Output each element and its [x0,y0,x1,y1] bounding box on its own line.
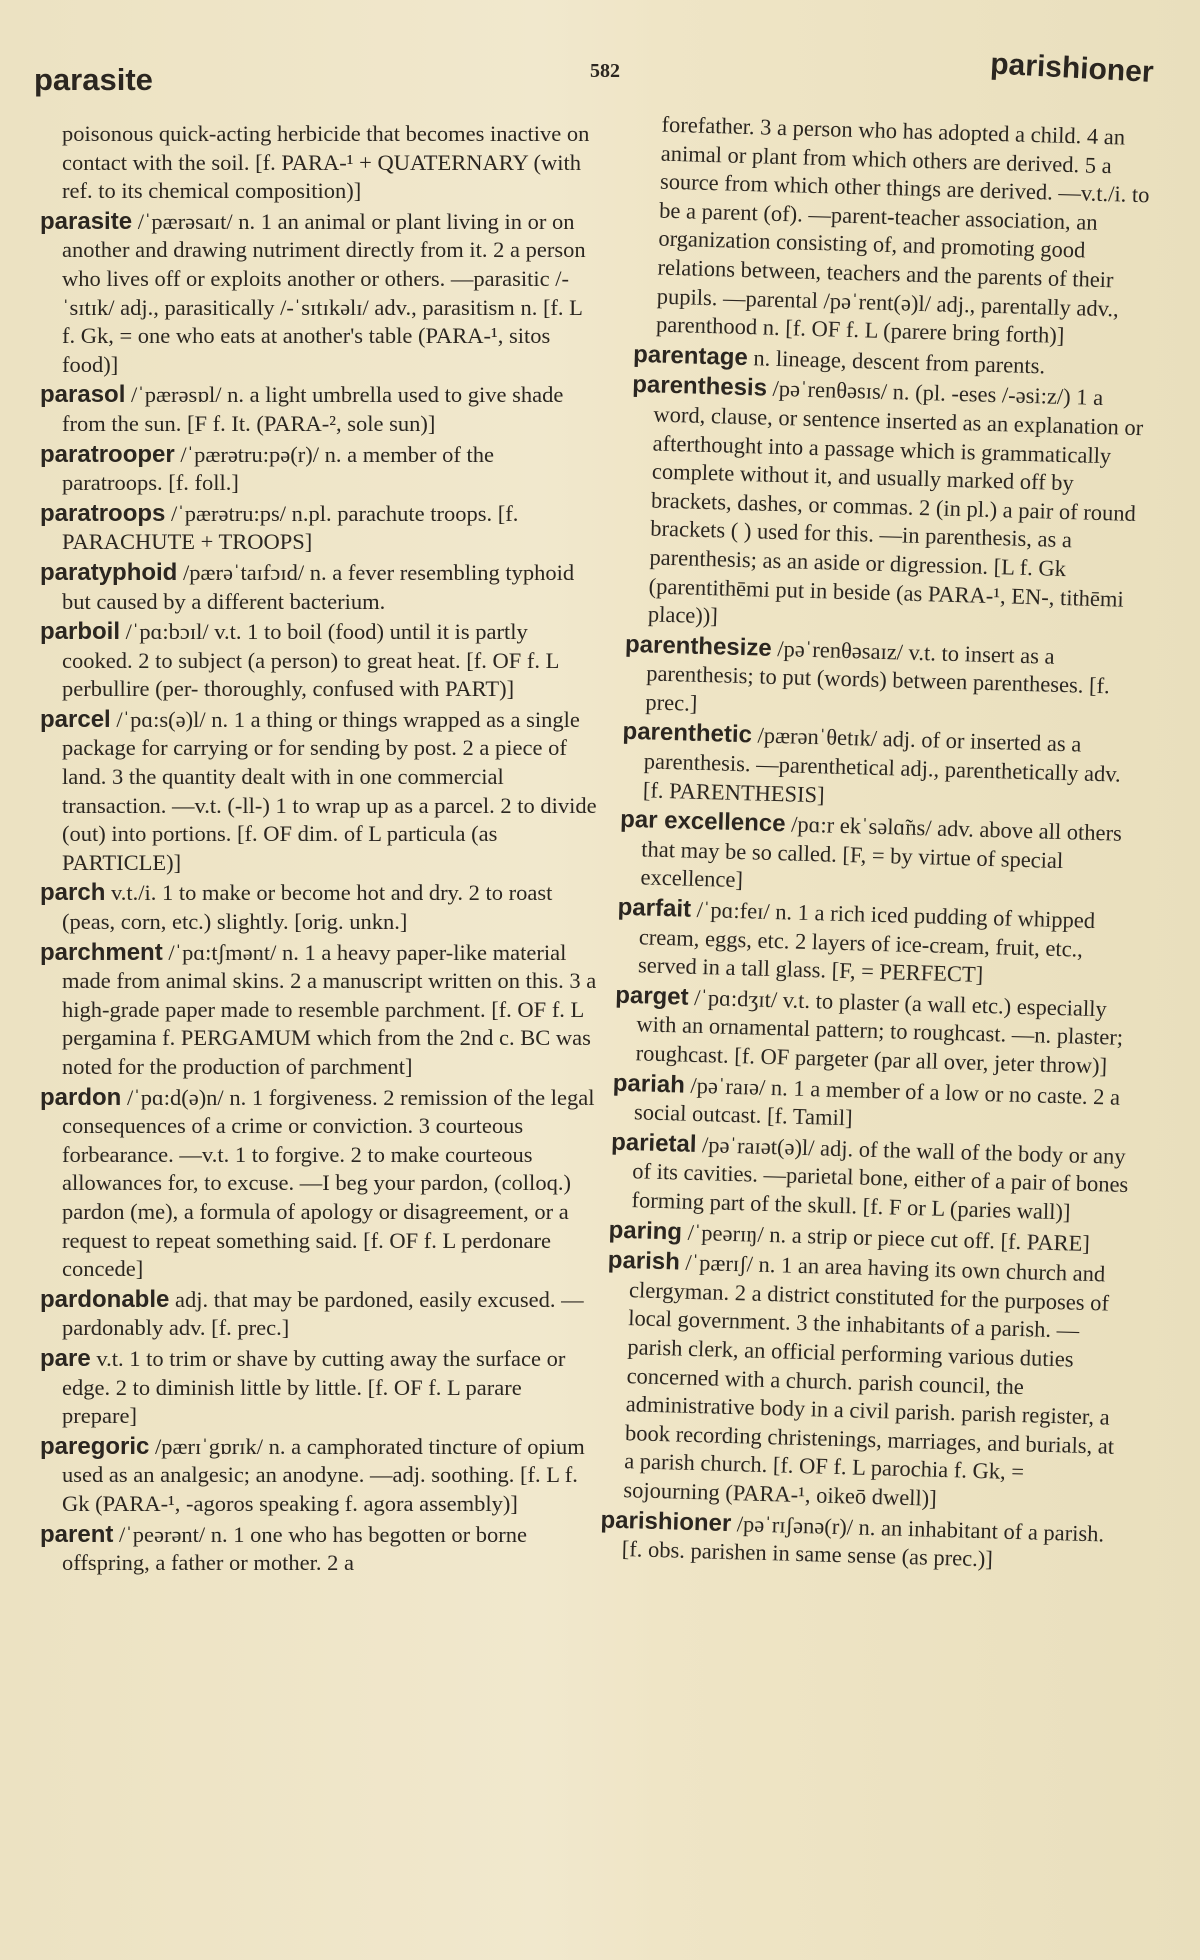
page-number: 582 [590,60,620,82]
dictionary-entry [40,1521,600,1578]
headword: parenthesize [624,630,773,662]
left-column [40,120,600,1580]
dictionary-entry [40,939,600,1082]
headword: parenthetic [622,718,753,749]
headword: parish [607,1246,681,1276]
definition-text: /ˈpɑ:s(ə)l/ n. 1 a thing or things wrapped as a single package for carrying or for sending by post. 2 a piece of land. 3 the quantity dealt with in one commercial transaction. —v.t. (-ll-) 1 to wrap up as a parcel. 2 to divide (out) into portions. [f. OF dim. of L particula (as PARTICLE)] [62,706,597,875]
dictionary-entry [40,441,600,498]
definition-text: /pəˈraɪə/ n. 1 a member of a low or no caste. 2 a social outcast. [f. Tamil] [633,1072,1121,1131]
definition-text: /ˈpærətru:pə(r)/ n. a member of the paratroops. [f. foll.] [62,441,494,496]
definition-text: /ˈpɑ:bɔɪl/ v.t. 1 to boil (food) until it is partly cooked. 2 to subject (a person) to great heat. [f. OF f. L perbullire (per- thoroughly, confused with PART)] [62,619,559,702]
headword: pardon [40,1083,122,1111]
definition-text: forefather. 3 a person who has adopted a child. 4 an animal or plant from which others are derived. 5 a source from which other things are derived. —v.t./i. to be a parent (of). —parent-teacher association, an organization consisting of, and promoting good relations between, teachers and the parents of their pupils. —parental /pəˈrent(ə)l/ adj., parentally adv., parenthood n. [f. OF f. L (parere bring forth)] [655,111,1150,349]
guide-word-right: parishioner [989,47,1154,89]
headword: paratrooper [40,440,175,468]
headword: paratyphoid [40,558,178,586]
dictionary-entry [621,718,1143,818]
headword: parenthesis [631,371,768,402]
dictionary-entry [613,981,1135,1081]
dictionary-entry [40,618,600,704]
dictionary-entry [40,559,600,616]
definition-text: /pəˈraɪət(ə)l/ adj. of the wall of the body or any of its cavities. —parietal bone, either of a pair of bones forming part of the skull. [f. F or L (paries wall)] [631,1131,1129,1225]
headword: parishioner [600,1505,732,1537]
dictionary-entry [623,630,1145,730]
dictionary-entry [599,1506,1120,1578]
headword: parchment [40,938,163,966]
definition-text: /ˈpærəsaɪt/ n. 1 an animal or plant living in or on another and drawing nutriment directly from it. 2 a person who lives off or exploits another or others. —parasitic /-ˈsɪtɪk/ adj., parasitically /-ˈsɪtɪkəlɪ/ adv., parasitism n. [f. L f. Gk, = one who eats at another's table (PARA-¹, sitos food)] [62,208,586,377]
headword: parget [614,981,689,1011]
headword: parch [40,879,106,907]
dictionary-entry [626,371,1153,643]
dictionary-entry [40,500,600,557]
headword: paring [608,1216,683,1246]
dictionary-entry [40,120,600,206]
headword: parfait [617,893,692,923]
definition-text: /ˈpærətru:ps/ n.pl. parachute troops. [f. PARACHUTE + TROOPS] [62,500,519,555]
definition-text: /ˈpɑ:tʃmənt/ n. 1 a heavy paper-like material made from animal skins. 2 a manuscript written on this. 3 a high-grade paper made to resemble parchment. [f. OF f. L pergamina f. PERGAMUM which from the 2nd c. BC was noted for the production of parchment] [62,939,597,1079]
definition-text: v.t. 1 to trim or shave by cutting away the surface or edge. 2 to diminish little by little. [f. OF f. L parare prepare] [62,1345,566,1429]
headword: parentage [632,340,749,371]
definition-text: /pærənˈθetɪk/ adj. of or inserted as a parenthesis. —parenthetical adj., parenthetically adv. [f. PARENTHESIS] [642,723,1122,808]
definition-text: /pærəˈtaɪfɔɪd/ n. a fever resembling typhoid but caused by a different bacterium. [62,559,575,614]
definition-text: /ˈpeərənt/ n. 1 one who has begotten or borne offspring, a father or mother. 2 a [62,1521,527,1576]
right-column [599,110,1159,1580]
definition-text: /ˈpɑ:dʒɪt/ v.t. to plaster (a wall etc.) especially with an ornamental pattern; to roughcast. —n. plaster; roughcast. [f. OF pargeter (par all over, jeter throw)] [635,984,1124,1079]
definition-text: /pəˈrɪʃənə(r)/ n. an inhabitant of a parish. [f. obs. parishen in same sense (as prec.)] [621,1510,1105,1572]
dictionary-entry [40,381,600,438]
dictionary-entry [616,894,1138,994]
definition-text: /ˈpeərɪŋ/ n. a strip or piece cut off. [f. PARE] [687,1219,1091,1256]
dictionary-entry [40,879,600,936]
definition-text: /pəˈrenθəsɪs/ n. (pl. -eses /-əsi:z/) 1 a word, clause, or sentence inserted as an explanation or afterthought into a passage which is grammatically complete without it, and usually marked off by brackets, dashes, or commas. 2 (in pl.) a pair of round brackets ( ) used for this. —in parenthesis, as a parenthesis; as an aside or digression. [L f. Gk (parentithēmi put in beside (as PARA-¹, EN-, tithēmi place))] [647,376,1144,629]
definition-text: /ˈpærəsɒl/ n. a light umbrella used to give shade from the sun. [F f. It. (PARA-², sole sun)] [62,382,564,436]
dictionary-entry [40,1286,600,1343]
dictionary-entry [40,706,600,878]
definition-text: adj. that may be pardoned, easily excused. —pardonably adv. [f. prec.] [62,1286,584,1341]
headword: pariah [612,1069,686,1099]
dictionary-entry [40,1084,600,1284]
dictionary-entry [40,208,600,380]
dictionary-entry [601,1247,1128,1519]
dictionary-entry [40,1433,600,1519]
headword: par excellence [619,805,786,838]
headword: pardonable [40,1285,170,1313]
definition-text: /pəˈrenθəsaɪz/ v.t. to insert as a parenthesis; to put (words) between parentheses. [f. prec.] [645,635,1111,716]
dictionary-entry [634,110,1160,353]
headword: parasite [40,207,133,235]
dictionary-entry [609,1128,1131,1228]
definition-text: /ˈpɑ:d(ə)n/ n. 1 forgiveness. 2 remission of the legal consequences of a crime or conviction. 3 courteous forbearance. —v.t. 1 to forgive. 2 to make courteous allowances for, to excuse. —I beg your pardon, (colloq.) pardon (me), a formula of apology or disagreement, or a request to repeat something said. [f. OF f. L perdonare concede] [62,1084,595,1282]
definition-text: /pærɪˈgɒrɪk/ n. a camphorated tincture of opium used as an analgesic; an anodyne. —adj. soothing. [f. L f. Gk (PARA-¹, -agoros speaking f. agora assembly)] [62,1433,585,1516]
guide-word-left: parasite [34,62,153,97]
headword: parietal [610,1128,697,1158]
headword: parboil [40,618,121,646]
definition-text: n. lineage, descent from parents. [753,345,1046,379]
headword: pare [40,1344,91,1372]
dictionary-entry [618,806,1140,906]
headword: parcel [40,705,111,733]
headword: parent [40,1520,114,1548]
definition-text: poisonous quick-acting herbicide that becomes inactive on contact with the soil. [f. PARA-¹ + QUATERNARY (with ref. to its chemical composition)] [62,121,590,204]
definition-text: /ˈpærɪʃ/ n. 1 an area having its own church and clergyman. 2 a district constituted for the purposes of local government. 3 the inhabitants of a parish. —parish clerk, an official performing various duties concerned with a church. parish council, the administrative body in a civil parish. parish register, a book recording christenings, marriages, and burials, at a parish church. [f. OF f. L parochia f. Gk, = sojourning (PARA-¹, oikeō dwell)] [623,1249,1115,1511]
definition-text: v.t./i. 1 to make or become hot and dry. 2 to roast (peas, corn, etc.) slightly. [orig. unkn.] [62,880,553,935]
headword: parasol [40,381,126,409]
headword: paregoric [40,1432,150,1460]
headword: paratroops [40,499,166,527]
dictionary-entry [40,1345,600,1431]
definition-text: /pɑ:r ekˈsəlɑ̃ns/ adv. above all others that may be so called. [F, = by virtue of special excellence] [640,811,1123,893]
definition-text: /ˈpɑ:feɪ/ n. 1 a rich iced pudding of whipped cream, eggs, etc. 2 layers of ice-cream, fruit, etc., served in a tall glass. [F, = PERFECT] [637,896,1096,988]
